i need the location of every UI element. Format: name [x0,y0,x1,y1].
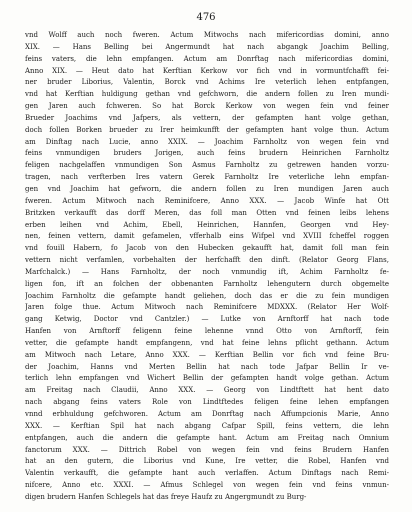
text-line: der Joachim, Hanns vnd Merten Bellin hat nach tode Jafpar Bellin Ir ve- [25,362,389,371]
text-line: hat an den gutern, die Liborius vnd Kune, Ire vetter, die Robel, Hanfen vnd [25,457,389,466]
text-line: vnd Wolff auch noch fweren. Actum Mitwochs nach mifericordias domini, anno [25,31,389,39]
text-line: ligen fon, ift an folchen der obbenanten Farnholtz lehengutern durch obgemelte [25,279,389,288]
text-line: terlich lehn empfangen vnd Wichert Bellin der gefampten handt volge gethan. Actum [25,374,389,383]
text-line: tragen, nach verfterben Ires vatern Gerek Farnholtz Ire veterliche lehn empfan- [25,173,389,182]
text-line: Brueder Joachims vnd Jafpers, als vettern, der gefampten hant volge gethan, [25,113,389,122]
text-line: vnnd erbhuldung gefchworen. Actum am Donrftag nach Affumpcionis Marie, Anno [25,410,389,418]
text-line: Britzken verkaufft das dorff Meren, das foll man Otten vnd feinen leibs lehens [25,208,389,217]
text-line: am Freitag nach Claudii, Anno XXX. — Georg von Lindtftett hat hent dato [25,386,389,395]
text-line: vnd fouill Habern, fo Jacob von den Hubecken gekaufft hat, damit foll man fein [25,244,389,253]
text-line: nach abgang feins vaters Role von Lindtftedes feligen feine lehen empfangen [25,398,389,407]
text-line: am Mitwoch nach Letare, Anno XXX. — Kerftian Bellin vor fich vnd feine Bru- [25,350,389,359]
text-line: nifcere, Anno etc. XXXI. — Afmus Schlegel von wegen fein vnd feins vnmun- [25,481,389,490]
text-line: nen, feinen vettern, damit gefamelen, vfferhalb eins Wifpel vnd XVIII fcheffel roggen [25,232,389,241]
text-line: XXX. — Kerftian Spil hat nach abgang Cafpar Spill, feins vettern, die lehn [25,421,389,430]
text-line: am Dinftag nach Lucie, anno XXIX. — Joachim Farnholtz von wegen fein vnd [25,137,389,146]
text-line: vettern nicht verfamlen, vorbehalten der herfchafft den dinft. (Relator Georg Flans, [25,256,389,265]
text-line: feligen nachgelaffen vnmundigen Son Asmus Farnholtz zu getrewen handen vorzu- [25,161,389,170]
text-line: fanctorum XXX. — Dittrich Robel von wegen fein vnd feins Brudern Hanfen [25,445,389,454]
text-line: doch follen Borken brueder zu Irer heimkunfft der gefampten hant volge thun. Actum [25,125,389,134]
body-text [25,30,389,504]
text-line: feins vaters, die lehn empfangen. Actum am Donrftag nach mifericordias domini, [25,54,389,63]
text-line: feins vnmundigen bruders Jorigen, auch feins brudern Heinrichen Farnholtz [25,149,389,158]
text-line: Joachim Farnholtz die gefampte handt geliehen, doch das er die zu fein mundigen [25,291,389,300]
text-line: entpfangen, auch die andern die gefampte hant. Actum am Freitag nach Omnium [25,433,389,442]
text-line: Jaren folge thue. Actum Mitwoch nach Reminifcere MDXXX. (Relator Her Wolf- [25,303,389,312]
text-line: erben leihen vnd Achim, Ebell, Heinrichen, Hannfen, Georgen vnd Hey- [25,220,389,229]
page-number: 476 [196,12,216,23]
text-line: vnd hat Kerftian huldigung gethan vnd gefchworn, die andern follen zu Iren mundi- [25,90,389,99]
text-line: fweren. Actum Mitwoch nach Reminifcere, Anno XXX. — Jacob Winfe hat Ott [25,196,389,205]
text-line: XIX. — Hans Belling bei Angermundt hat nach abgangk Joachim Belling, [25,42,389,51]
text-line: Marfchalck.) — Hans Farnholtz, der noch vnmundig ift, Achim Farnholtz fe- [25,267,389,276]
text-line: gang Ketwig, Doctor vnd Cantzler.) — Lutke von Arnftorff hat nach tode [25,315,389,324]
text-line: gen vnd Joachim hat gefworn, die andern follen zu Iren mundigen Jaren auch [25,184,389,193]
text-line: Anno XIX. — Heut dato hat Kerftian Kerkow vor fich vnd in vormuntfchafft fei- [25,66,389,75]
text-line: gen Jaren auch fchweren. So hat Borck Kerkow von wegen fein vnd feiner [25,102,389,111]
text-line: digen brudern Hanfen Schlegels hat das freye Haufz zu Angergmundt zu Burg- [25,492,307,501]
text-line: Hanfen von Arnftorff feligenn feine lehenne vnnd Otto von Arnftorff, fein [25,327,389,336]
text-line: ner bruder Liborius, Valentin, Borck vnd Achims Ire veterlich lehen entpfangen, [25,78,389,87]
text-line: Valentin verkaufft, die gefampte hant auch verlaffen. Actum Dinftags nach Remi- [25,469,389,478]
text-line: vetter, die gefampte handt empfangenn, vnd hat feine lehns pflicht gethann. Actum [25,338,389,347]
